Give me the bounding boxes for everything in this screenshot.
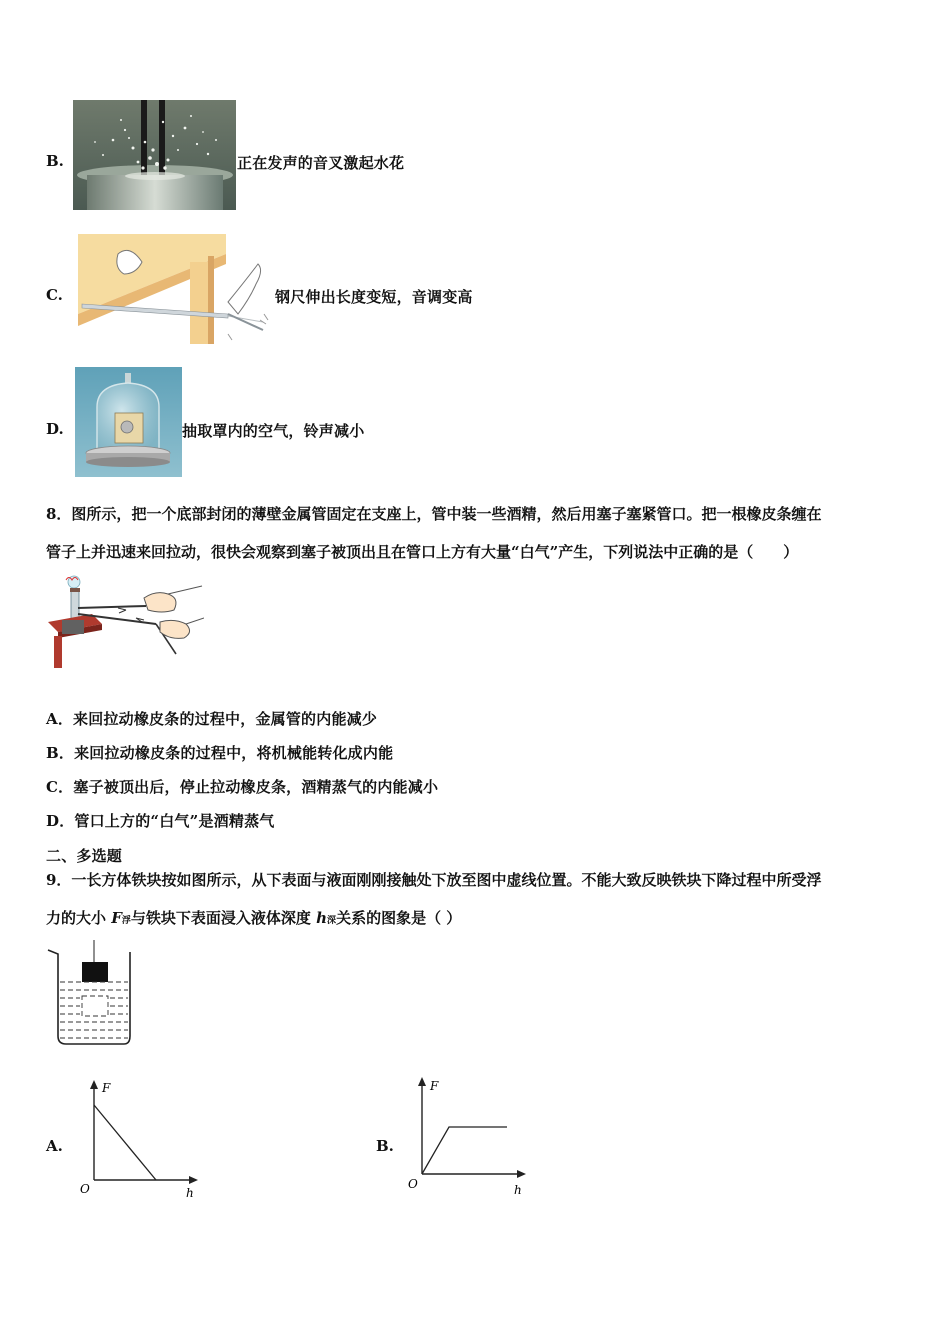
bell-jar-photo bbox=[75, 367, 182, 477]
depth-subscript: 深 bbox=[327, 916, 337, 926]
depth-symbol: h bbox=[316, 909, 328, 927]
graph-b-option bbox=[376, 1074, 546, 1204]
option-letter: D. bbox=[46, 420, 64, 438]
force-subscript: 浮 bbox=[121, 916, 131, 926]
beaker-iron-block-diagram bbox=[44, 940, 136, 1046]
question-8-stem bbox=[46, 495, 916, 571]
x-axis-arrow bbox=[189, 1176, 198, 1184]
y-axis-label: F bbox=[102, 1081, 111, 1095]
graph-b-plot bbox=[402, 1074, 542, 1204]
x-axis-arrow bbox=[517, 1170, 526, 1178]
question-9-stem bbox=[46, 861, 916, 940]
y-axis-arrow bbox=[418, 1077, 426, 1086]
q8-option-b: B．来回拉动橡皮条的过程中，将机械能转化成内能 bbox=[46, 744, 394, 762]
q9-stem-part-c: 关系的图象是（ ） bbox=[336, 909, 462, 927]
q9-stem-part-b: 与铁块下表面浸入液体深度 bbox=[130, 909, 317, 927]
y-axis-label: F bbox=[430, 1079, 439, 1093]
y-axis-arrow bbox=[90, 1080, 98, 1089]
q8-stem-line1: 8．图所示，把一个底部封闭的薄壁金属管固定在支座上，管中装一些酒精，然后用塞子塞紧管口。把一根橡皮条缠在 bbox=[46, 505, 822, 523]
origin-label: O bbox=[80, 1182, 90, 1196]
graph-a-plot bbox=[74, 1075, 214, 1205]
option-letter: B. bbox=[46, 152, 64, 170]
force-curve bbox=[422, 1127, 507, 1174]
x-axis-label: h bbox=[514, 1183, 522, 1197]
q8-options bbox=[46, 708, 438, 844]
q8-option-a: A．来回拉动橡皮条的过程中，金属管的内能减少 bbox=[46, 710, 378, 728]
origin-label: O bbox=[408, 1177, 418, 1191]
q8-option-d: D．管口上方的“白气”是酒精蒸气 bbox=[46, 812, 275, 830]
steel-ruler-illustration bbox=[78, 234, 274, 344]
q9-stem-line1: 9．一长方体铁块按如图所示，从下表面与液面刚刚接触处下放至图中虚线位置。不能大致反映铁块下降过程中所受浮 bbox=[46, 871, 822, 889]
q9-stem-line2 bbox=[46, 899, 916, 940]
graph-a-option bbox=[46, 1075, 216, 1205]
x-axis-label: h bbox=[186, 1186, 194, 1200]
section-title: 二、多选题 bbox=[46, 847, 123, 865]
force-symbol: F bbox=[111, 909, 122, 927]
option-b-text: 正在发声的音叉激起水花 bbox=[237, 154, 405, 172]
rubber-band-tube-illustration bbox=[44, 574, 204, 668]
option-c-text: 钢尺伸出长度变短，音调变高 bbox=[275, 288, 473, 306]
q8-option-c: C．塞子被顶出后，停止拉动橡皮条，酒精蒸气的内能减小 bbox=[46, 778, 439, 796]
q9-stem-part-a: 力的大小 bbox=[46, 909, 112, 927]
option-letter: B. bbox=[376, 1137, 394, 1155]
option-letter: A. bbox=[46, 1137, 63, 1155]
option-d-text: 抽取罩内的空气，铃声减小 bbox=[182, 422, 365, 440]
q8-stem-line2: 管子上并迅速来回拉动，很快会观察到塞子被顶出且在管口上方有大量“白气”产生，下列说法中正确的是（ ） bbox=[46, 543, 799, 561]
option-letter: C. bbox=[46, 286, 63, 304]
force-curve bbox=[94, 1105, 156, 1180]
tuning-fork-photo bbox=[73, 100, 236, 210]
